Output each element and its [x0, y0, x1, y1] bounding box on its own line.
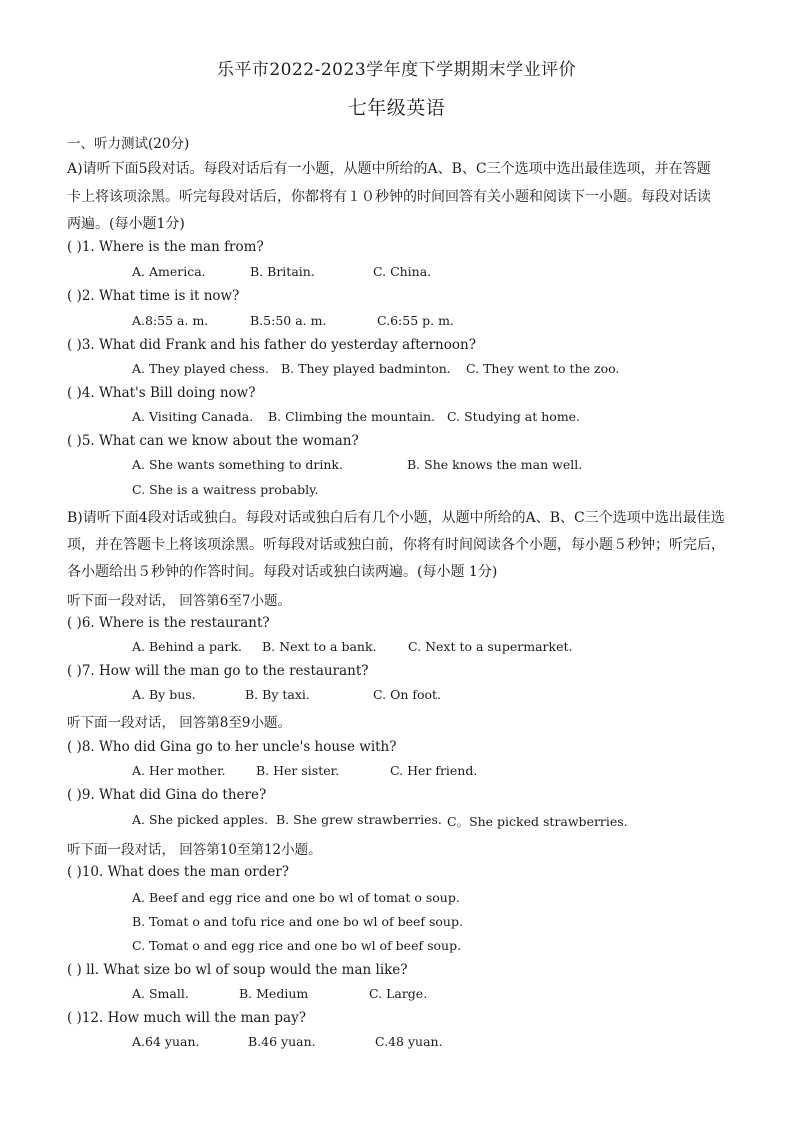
subsection-heading-3: 听下面一段对话， 回答第10至第12小题。: [67, 842, 322, 858]
question-9-option-b: B. She grew strawberries.: [276, 812, 442, 827]
question-12-option-c: C.48 yuan.: [375, 1034, 443, 1049]
question-1-stem: ( )1. Where is the man from?: [67, 239, 264, 255]
question-3-stem: ( )3. What did Frank and his father do yesterday afternoon?: [67, 337, 476, 353]
question-4-option-c: C. Studying at home.: [447, 409, 581, 424]
question-6-option-a: A. Behind a park.: [132, 639, 243, 654]
question-8-stem: ( )8. Who did Gina go to her uncle's house with?: [67, 739, 397, 755]
question-11-option-a: A. Small.: [132, 986, 189, 1001]
question-1-option-b: B. Britain.: [250, 264, 315, 279]
question-12-stem: ( )12. How much will the man pay?: [67, 1010, 306, 1026]
question-5-option-a: A. She wants something to drink.: [132, 457, 343, 472]
question-6-option-c: C. Next to a supermarket.: [408, 639, 573, 654]
question-11-stem: ( ) ll. What size bo wl of soup would the man like?: [67, 962, 408, 978]
question-8-option-b: B. Her sister.: [256, 763, 340, 778]
part-a-instruction-1: A)请听下面5段对话。每段对话后有一小题，从题中所给的A、B、C三个选项中选出最佳选项，并在答题: [67, 161, 711, 177]
question-6-option-b: B. Next to a bank.: [262, 639, 377, 654]
question-4-option-a: A. Visiting Canada.: [132, 409, 254, 424]
question-8-option-c: C. Her friend.: [390, 763, 478, 778]
question-1-option-a: A. America.: [132, 264, 206, 279]
question-8-option-a: A. Her mother.: [132, 763, 226, 778]
question-10-stem: ( )10. What does the man order?: [67, 864, 290, 880]
question-11-option-b: B. Medium: [239, 986, 309, 1001]
question-10-option-c: C. Tomat o and egg rice and one bo wl of beef soup.: [132, 938, 462, 953]
part-a-instruction-2: 卡上将该项涂黑。听完每段对话后，你都将有１０秒钟的时间回答有关小题和阅读下一小题。每段对话读: [67, 189, 711, 205]
part-b-instruction-1: B)请听下面4段对话或独白。每段对话或独白后有几个小题，从题中所给的A、B、C三个选项中选出最佳选: [67, 510, 725, 526]
section-heading: 一、听力测试(20分): [67, 136, 190, 152]
question-12-option-a: A.64 yuan.: [132, 1034, 200, 1049]
question-9-stem: ( )9. What did Gina do there?: [67, 787, 267, 803]
question-7-option-a: A. By bus.: [132, 687, 196, 702]
question-9-option-a: A. She picked apples.: [132, 812, 269, 827]
question-5-stem: ( )5. What can we know about the woman?: [67, 433, 359, 449]
question-11-option-c: C. Large.: [369, 986, 428, 1001]
subsection-heading-2: 听下面一段对话， 回答第8至9小题。: [67, 715, 291, 731]
subsection-heading-1: 听下面一段对话， 回答第6至7小题。: [67, 593, 291, 609]
question-2-option-b: B.5:50 a. m.: [250, 313, 327, 328]
exam-title: 乐平市2022-2023学年度下学期期末学业评价: [216, 60, 577, 80]
question-4-option-b: B. Climbing the mountain.: [268, 409, 435, 424]
question-5-option-b: B. She knows the man well.: [407, 457, 583, 472]
part-b-instruction-3: 各小题给出５秒钟的作答时间。每段对话或独白读两遍。(每小题 1分): [67, 564, 498, 580]
question-2-stem: ( )2. What time is it now?: [67, 288, 240, 304]
question-3-option-b: B. They played badminton.: [281, 361, 451, 376]
question-10-option-b: B. Tomat o and tofu rice and one bo wl of beef soup.: [132, 914, 463, 929]
question-4-stem: ( )4. What's Bill doing now?: [67, 385, 256, 401]
question-3-option-c: C. They went to the zoo.: [466, 361, 620, 376]
question-1-option-c: C. China.: [373, 264, 432, 279]
question-2-option-a: A.8:55 a. m.: [132, 313, 209, 328]
question-6-stem: ( )6. Where is the restaurant?: [67, 615, 270, 631]
exam-subtitle: 七年级英语: [347, 97, 446, 119]
question-3-option-a: A. They played chess.: [132, 361, 269, 376]
question-7-option-b: B. By taxi.: [245, 687, 310, 702]
question-2-option-c: C.6:55 p. m.: [377, 313, 454, 328]
question-5-option-c: C. She is a waitress probably.: [132, 482, 319, 497]
part-a-instruction-3: 两遍。(每小题1分): [67, 216, 185, 232]
question-12-option-b: B.46 yuan.: [248, 1034, 316, 1049]
question-7-option-c: C. On foot.: [373, 687, 442, 702]
question-10-option-a: A. Beef and egg rice and one bo wl of tomat o soup.: [132, 890, 460, 905]
question-7-stem: ( )7. How will the man go to the restaurant?: [67, 663, 369, 679]
question-9-option-c: C。She picked strawberries.: [447, 814, 628, 829]
part-b-instruction-2: 项，并在答题卡上将该项涂黑。听每段对话或独白前，你将有时间阅读各个小题，每小题５秒钟；听完后，: [67, 537, 725, 553]
